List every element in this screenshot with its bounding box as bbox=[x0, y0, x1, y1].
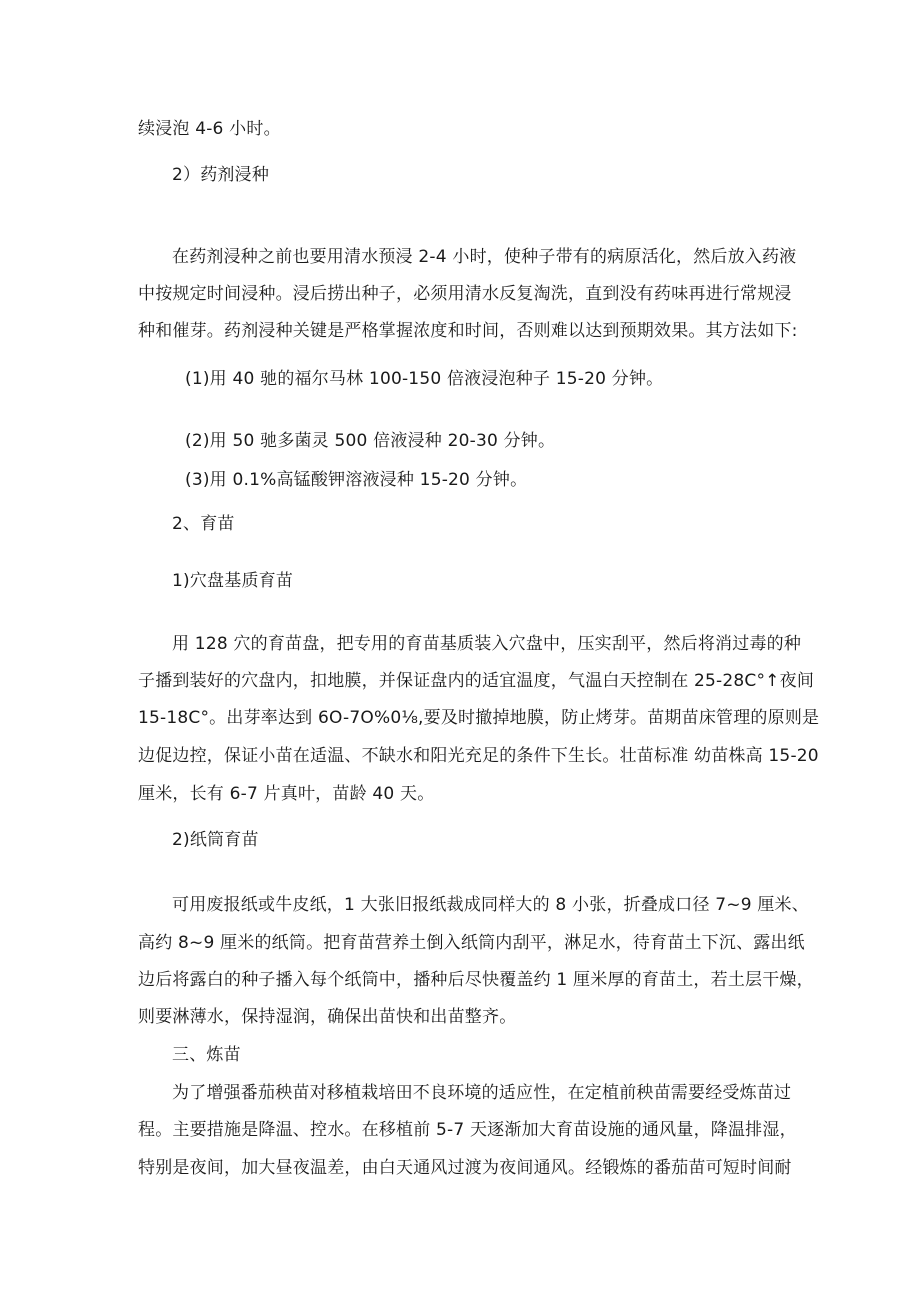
text-line: 厘米，长有 6-7 片真叶，苗龄 40 天。 bbox=[138, 784, 435, 804]
text-line: 特别是夜间，加大昼夜温差，由白天通风过渡为夜间通风。经锻炼的番茄苗可短时间耐 bbox=[138, 1158, 792, 1178]
text-line: 高约 8~9 厘米的纸筒。把育苗营养土倒入纸筒内刮平，淋足水，待育苗土下沉、露出纸 bbox=[138, 933, 805, 953]
text-line: 为了增强番茄秧苗对移植栽培田不良环境的适应性，在定植前秧苗需要经受炼苗过 bbox=[172, 1083, 792, 1103]
text-line: 边促边控，保证小苗在适温、不缺水和阳光充足的条件下生长。壮苗标准 幼苗株高 15-20 bbox=[138, 746, 819, 766]
section-heading: 三、炼苗 bbox=[172, 1045, 241, 1065]
text-line: 种和催芽。药剂浸种关键是严格掌握浓度和时间，否则难以达到预期效果。其方法如下: bbox=[138, 321, 798, 341]
subheading: 2）药剂浸种 bbox=[172, 165, 270, 185]
list-item: (1)用 40 驰的福尔马林 100-150 倍液浸泡种子 15-20 分钟。 bbox=[185, 369, 664, 389]
text-line: 程。主要措施是降温、控水。在移植前 5-7 天逐渐加大育苗设施的通风量，降温排湿， bbox=[138, 1120, 797, 1140]
text-line: 中按规定时间浸种。浸后捞出种子，必须用清水反复淘洗，直到没有药味再进行常规浸 bbox=[138, 284, 792, 304]
list-item: (3)用 0.1%高锰酸钾溶液浸种 15-20 分钟。 bbox=[185, 470, 528, 490]
text-line: 15-18C°。出芽率达到 6O-7O%0⅛,要及时撤掉地膜，防止烤芽。苗期苗床管理的原则是 bbox=[138, 708, 820, 728]
text-line: 则要淋薄水，保持湿润，确保出苗快和出苗整齐。 bbox=[138, 1007, 517, 1027]
subheading: 1)穴盘基质育苗 bbox=[172, 571, 294, 591]
subheading: 2)纸筒育苗 bbox=[172, 830, 259, 850]
text-line: 子播到装好的穴盘内，扣地膜，并保证盘内的适宜温度，气温白天控制在 25-28C°↑夜间 bbox=[138, 671, 815, 691]
text-line: 在药剂浸种之前也要用清水预浸 2-4 小时，使种子带有的病原活化，然后放入药液 bbox=[172, 247, 797, 267]
text-line: 续浸泡 4-6 小时。 bbox=[138, 119, 281, 139]
list-item: (2)用 50 驰多菌灵 500 倍液浸种 20-30 分钟。 bbox=[185, 431, 556, 451]
text-line: 用 128 穴的育苗盘，把专用的育苗基质装入穴盘中，压实刮平，然后将消过毒的种 bbox=[172, 634, 802, 654]
text-line: 边后将露白的种子播入每个纸筒中，播种后尽快覆盖约 1 厘米厚的育苗土，若土层干燥， bbox=[138, 970, 814, 990]
text-line: 可用废报纸或牛皮纸，1 大张旧报纸裁成同样大的 8 小张，折叠成口径 7~9 厘米、 bbox=[172, 895, 809, 915]
section-heading: 2、育苗 bbox=[172, 514, 235, 534]
